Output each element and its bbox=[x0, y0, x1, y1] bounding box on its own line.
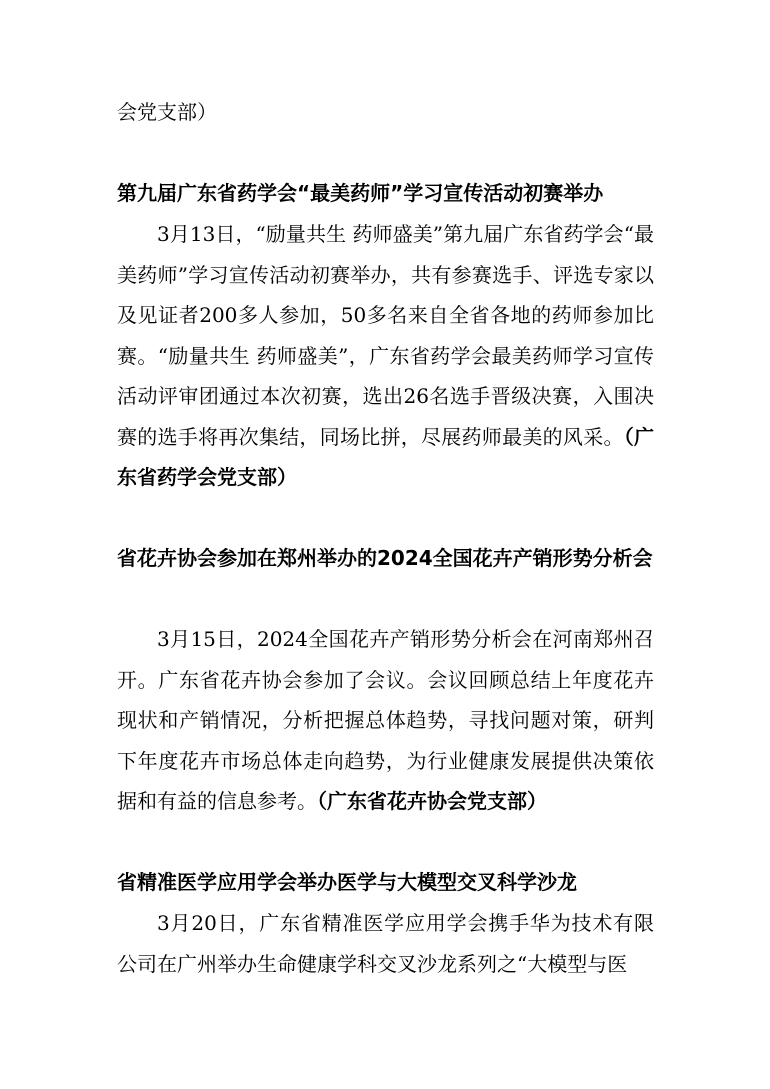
article-1-text: 3月13日，“励量共生 药师盛美”第九届广东省药学会“最美药师”学习宣传活动初赛举办，共有参赛选手、评选专家以及见证者200多人参加，50多名来自全省各地的药师参加比赛。“励量共生 药师盛美”，广东省药学会最美药师学习宣传活动评审团通过本次初赛，选出26名选手晋级决赛，入围决赛的选手将再次集结，同场比拼，尽展药师最美的风采。 bbox=[117, 222, 654, 449]
article-1-source: （广东省药学会党支部） bbox=[117, 424, 655, 489]
continued-source-fragment: 会党支部） bbox=[117, 100, 217, 124]
article-3-body bbox=[117, 903, 654, 984]
article-3-text: 3月20日，广东省精准医学应用学会携手华为技术有限公司在广州举办生命健康学科交叉沙龙系列之“大模型与医 bbox=[117, 911, 654, 976]
article-2-text: 3月15日，2024全国花卉产销形势分析会在河南郑州召开。广东省花卉协会参加了会议。会议回顾总结上年度花卉现状和产销情况，分析把握总体趋势，寻找问题对策，研判下年度花卉市场总体走向趋势，为行业健康发展提供决策依据和有益的信息参考。 bbox=[117, 627, 654, 813]
article-2-source: （广东省花卉协会党支部） bbox=[317, 789, 547, 813]
article-2-body bbox=[117, 619, 654, 822]
article-1-title: 第九届广东省药学会“最美药师”学习宣传活动初赛举办 bbox=[117, 181, 604, 205]
article-1-body bbox=[117, 214, 654, 498]
article-3-title: 省精准医学应用学会举办医学与大模型交叉科学沙龙 bbox=[117, 870, 577, 894]
article-2-title: 省花卉协会参加在郑州举办的2024全国花卉产销形势分析会 bbox=[117, 546, 653, 570]
